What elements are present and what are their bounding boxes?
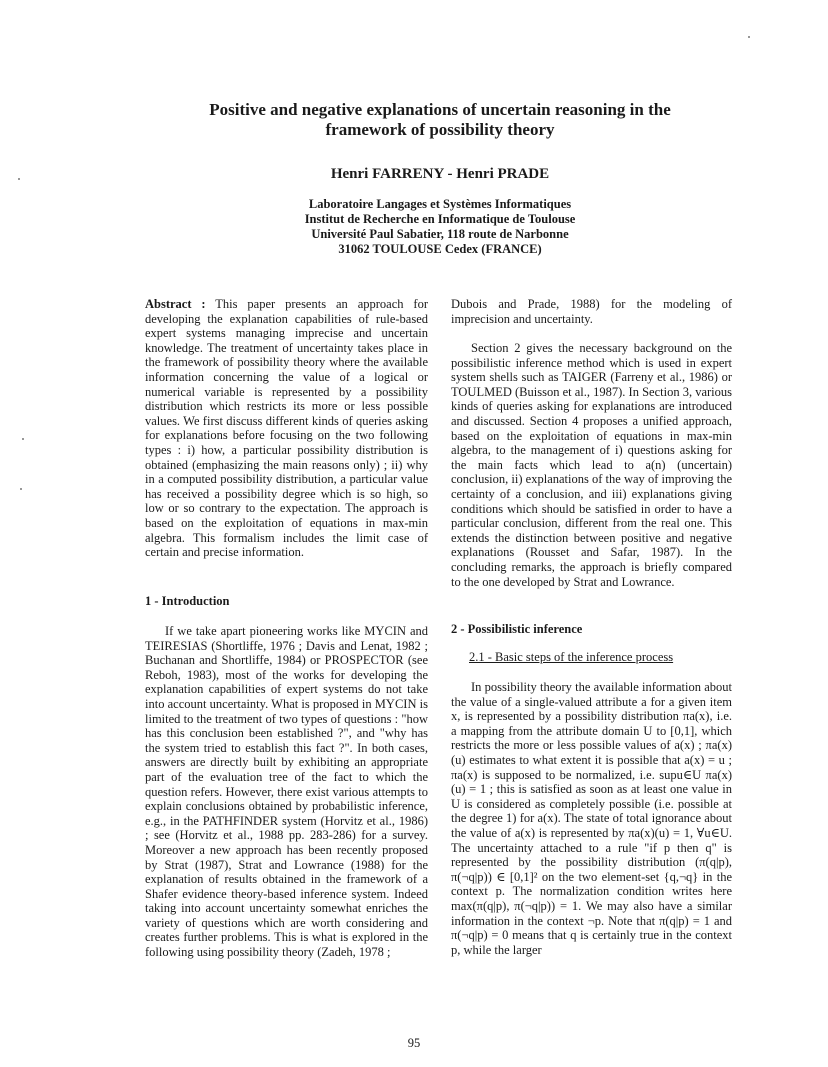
paper-title: [120, 100, 760, 140]
section-1-heading: 1 - Introduction: [145, 594, 230, 608]
section-1-text: If we take apart pioneering works like MYCIN and TEIRESIAS (Shortliffe, 1976 ; Davis and Lenat, 1982 ; Buchanan and Shortliffe, 1984) or PROSPECTOR (see Reboh, 1983), most of the works for developing the explanation capabilities of expert systems do not take into account uncertainty. What is proposed in MYCIN is limited to the treatment of two types of questions : "how has this conclusion been established ?", and "why has the system tried to establish this fact ?". In both cases, answers are directly built by exhibiting an appropriate part of the evaluation tree of the fact to which the question refers. However, there exist various attempts to explain conclusions obtained by probabilistic inference, e.g., in the PATHFINDER system (Horvitz et al., 1986) ; see (Horvitz et al., 1988 pp. 283-286) for a survey. Moreover a new approach has been recently proposed by Strat (1987), Strat and Lowrance (1988) for the explanation of results obtained in the framework of a Shafer evidence theory-based inference system. Indeed taking into account uncertainty somewhat enriches the variety of questions which are worth considering and creates further problems. This is what is explored in the following using possibility theory (Zadeh, 1978 ;: [145, 624, 428, 960]
authors: Henri FARRENY - Henri PRADE: [330, 166, 550, 182]
scan-speck: [748, 36, 750, 38]
right-column-overview: [451, 341, 732, 589]
section-1-body: [145, 624, 428, 960]
abstract-text: This paper presents an approach for developing the explanation capabilities of rule-based expert systems managing imprecise and uncertain knowledge. The treatment of uncertainty takes place in the framework of possibility theory where the available information concerning the value of a logical or numerical variable is represented by a possibility distribution which restricts its more or less possible values. We first discuss different kinds of queries asking for explanations before focusing on the two following types : i) how, a particular possibility distribution is obtained (emphasizing the main reasons only) ; ii) why in a computed possibility distribution, a particular value has received a possibility degree which is so high, so low or so contrary to the expectation. The approach is based on the exploitation of equations in max-min algebra. This formalism includes the limit case of certain and precise information.: [145, 297, 428, 560]
abstract: [145, 297, 428, 560]
affiliation-line-3: Université Paul Sabatier, 118 route de Narbonne: [311, 227, 569, 241]
section-2-body: [451, 680, 732, 957]
section-2-text: In possibility theory the available information about the value of a single-valued attribute a for a given item x, is represented by a possibility distribution πa(x), i.e. a mapping from the attribute domain U to [0,1], which restricts the more or less possible values of a(x) ; πa(x)(u) estimates to what extent it is possible that a(x) = u ; πa(x) is supposed to be normalized, i.e. supu∈U πa(x)(u) = 1 ; this is satisfied as soon as at least one value in U is considered as completely possible (i.e. possible at the degree 1) for a(x). The state of total ignorance about the value of a(x) is represented by πa(x)(u) = 1, ∀u∈U. The uncertainty attached to a rule "if p then q" is represented by the possibility distribution (π(q|p), π(¬q|p)) ∈ [0,1]² on the two element-set {q,¬q} in the context p. The normalization condition writes here max(π(q|p), π(¬q|p)) = 1. We may also have a similar information in the context ¬p. Note that π(q|p) = 1 and π(¬q|p) = 0 means that q is certainly true in the context p, while the larger: [451, 680, 732, 957]
scan-speck: [18, 178, 20, 180]
affiliation-line-4: 31062 TOULOUSE Cedex (FRANCE): [338, 242, 542, 256]
affiliation: [120, 197, 760, 257]
abstract-label: Abstract :: [145, 297, 206, 311]
intro-continuation: Dubois and Prade, 1988) for the modeling of imprecision and uncertainty.: [451, 297, 732, 326]
section-2-heading: 2 - Possibilistic inference: [451, 622, 583, 636]
subsection-2-1-heading: [451, 650, 732, 665]
section-overview: Section 2 gives the necessary background on the possibilistic inference method which is used in expert system shells such as TAIGER (Farreny et al., 1986) or TOULMED (Buisson et al., 1987). In Section 3, various kinds of queries asking for explanations are introduced and discussed. Section 4 proposes a unified approach, based on the exploitation of equations in max-min algebra, to the management of i) questions asking for the main facts which lead to a(n) (uncertain) conclusion, ii) explanations of the way of improving the certainty of a conclusion, and iii) explanations giving conditions which should be satisfied in order to have a particular conclusion, different from the real one. This extends the distinction between positive and negative explanations (Rousset and Safar, 1987). In the concluding remarks, the approach is briefly compared to the one developed by Strat and Lowrance.: [451, 341, 732, 589]
scan-speck: [20, 488, 22, 490]
affiliation-line-2: Institut de Recherche en Informatique de Toulouse: [304, 212, 576, 226]
page-number: 95: [407, 1036, 421, 1050]
title-line-1: Positive and negative explanations of uncertain reasoning in the: [209, 100, 671, 119]
scan-speck: [22, 438, 24, 440]
right-column-intro: [451, 297, 732, 326]
affiliation-line-1: Laboratoire Langages et Systèmes Informatiques: [308, 197, 572, 211]
subsection-2-1-title: 2.1 - Basic steps of the inference process: [469, 650, 674, 664]
title-line-2: framework of possibility theory: [325, 120, 555, 139]
